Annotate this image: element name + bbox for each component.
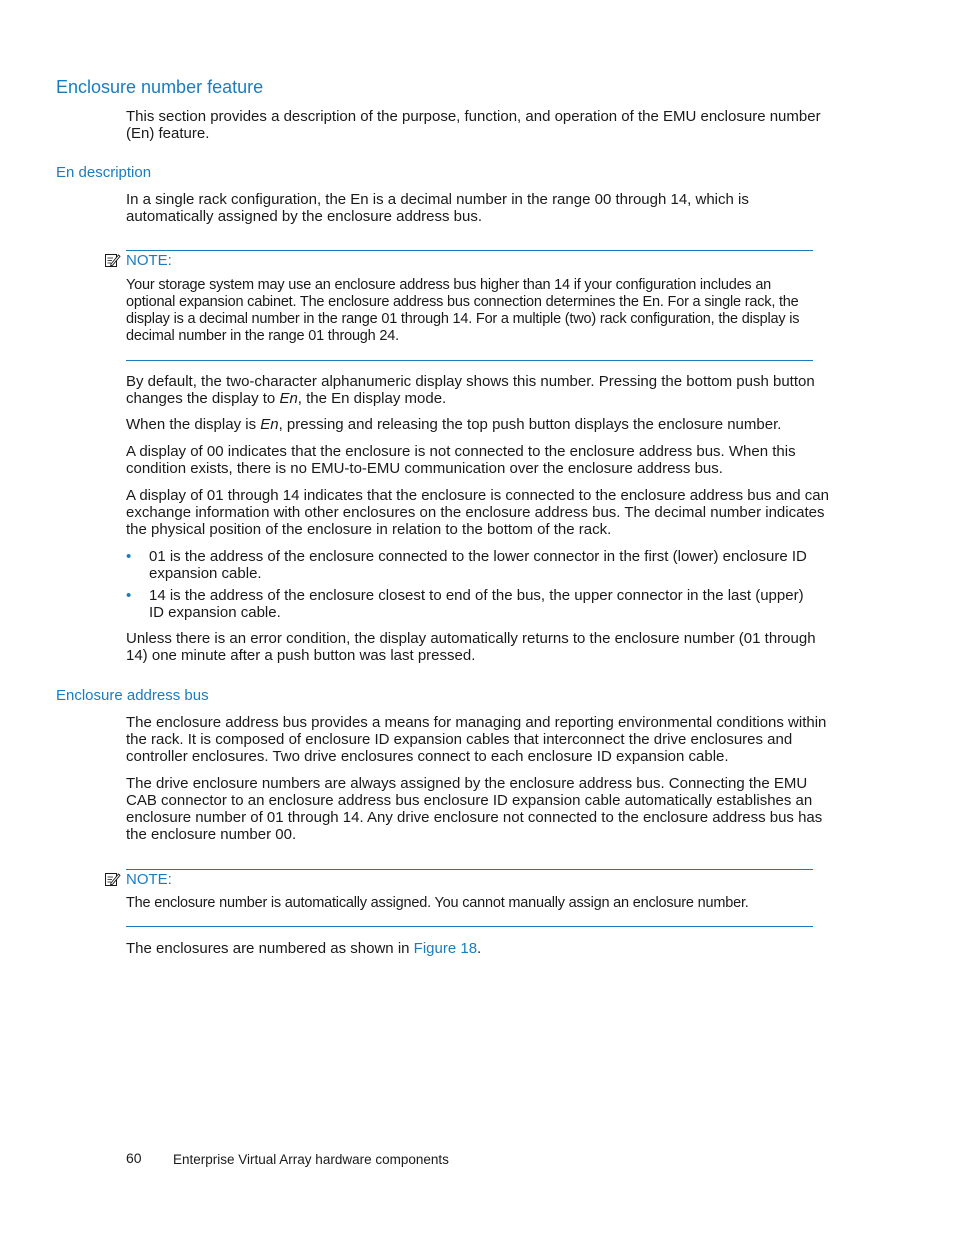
address-bus-paragraph-1: The enclosure address bus provides a means for managing and reporting environmental conditions within the rack. It is composed of enclosure ID expansion cables that interconnect the drive enclosures and controller enclosures. Two drive enclosures connect to each enclosure ID expansion cable.	[126, 714, 827, 765]
note-label: NOTE:	[126, 871, 172, 888]
subsection-title-enclosure-address-bus: Enclosure address bus	[56, 687, 209, 704]
bullet-icon: •	[126, 548, 132, 565]
en-description-paragraph-6: Unless there is an error condition, the display automatically returns to the enclosure number (01 through 14) one minute after a push button was last pressed.	[126, 630, 816, 664]
note-label: NOTE:	[126, 252, 172, 269]
address-bus-paragraph-2: The drive enclosure numbers are always assigned by the enclosure address bus. Connecting the EMU CAB connector to an enclosure address bus enclosure ID expansion cable automatically establishes an enclosure number of 01 through 14. Any drive enclosure not connected to the enclosure address bus has the enclosure number 00.	[126, 775, 823, 843]
note-top-rule	[126, 869, 813, 870]
note-top-rule	[126, 250, 813, 251]
en-description-paragraph-5: A display of 01 through 14 indicates that the enclosure is connected to the enclosure address bus and can exchange information with other enclosures on the enclosure address bus. The decimal number indicates the physical position of the enclosure in relation to the bottom of the rack.	[126, 487, 829, 538]
figure-18-link[interactable]: Figure 18	[413, 940, 478, 957]
bullet-icon: •	[126, 587, 132, 604]
note-pencil-icon	[104, 871, 121, 888]
note-heading	[104, 871, 172, 888]
en-description-paragraph-3: When the display is En, pressing and releasing the top push button displays the enclosure number.	[126, 416, 782, 433]
en-description-paragraph-4: A display of 00 indicates that the enclosure is not connected to the enclosure address bus. When this condition exists, there is no EMU-to-EMU communication over the enclosure address bus.	[126, 443, 796, 477]
note-pencil-icon	[104, 252, 121, 269]
section-title: Enclosure number feature	[56, 77, 264, 97]
note-heading	[104, 252, 172, 269]
intro-paragraph: This section provides a description of the purpose, function, and operation of the EMU enclosure number (En) feature.	[126, 108, 821, 142]
address-bus-paragraph-3: The enclosures are numbered as shown in Figure 18.	[126, 940, 482, 957]
page-number: 60	[126, 1150, 142, 1166]
footer-title: Enterprise Virtual Array hardware components	[173, 1152, 449, 1167]
note-bottom-rule	[126, 926, 813, 927]
note-text: Your storage system may use an enclosure address bus higher than 14 if your configuration includes an optional expansion cabinet. The enclosure address bus connection determines the En. For a single rack, the display is a decimal number in the range 01 through 14. For a multiple (two) rack configuration, the display is decimal number in the range 01 through 24.	[126, 277, 800, 344]
note-bottom-rule	[126, 360, 813, 361]
note-text: The enclosure number is automatically assigned. You cannot manually assign an enclosure number.	[126, 895, 749, 911]
en-description-paragraph-1: In a single rack configuration, the En is a decimal number in the range 00 through 14, which is automatically assigned by the enclosure address bus.	[126, 191, 749, 225]
subsection-title-en-description: En description	[56, 164, 152, 181]
en-description-paragraph-2: By default, the two-character alphanumeric display shows this number. Pressing the bottom push button changes the display to En, the En display mode.	[126, 373, 815, 407]
